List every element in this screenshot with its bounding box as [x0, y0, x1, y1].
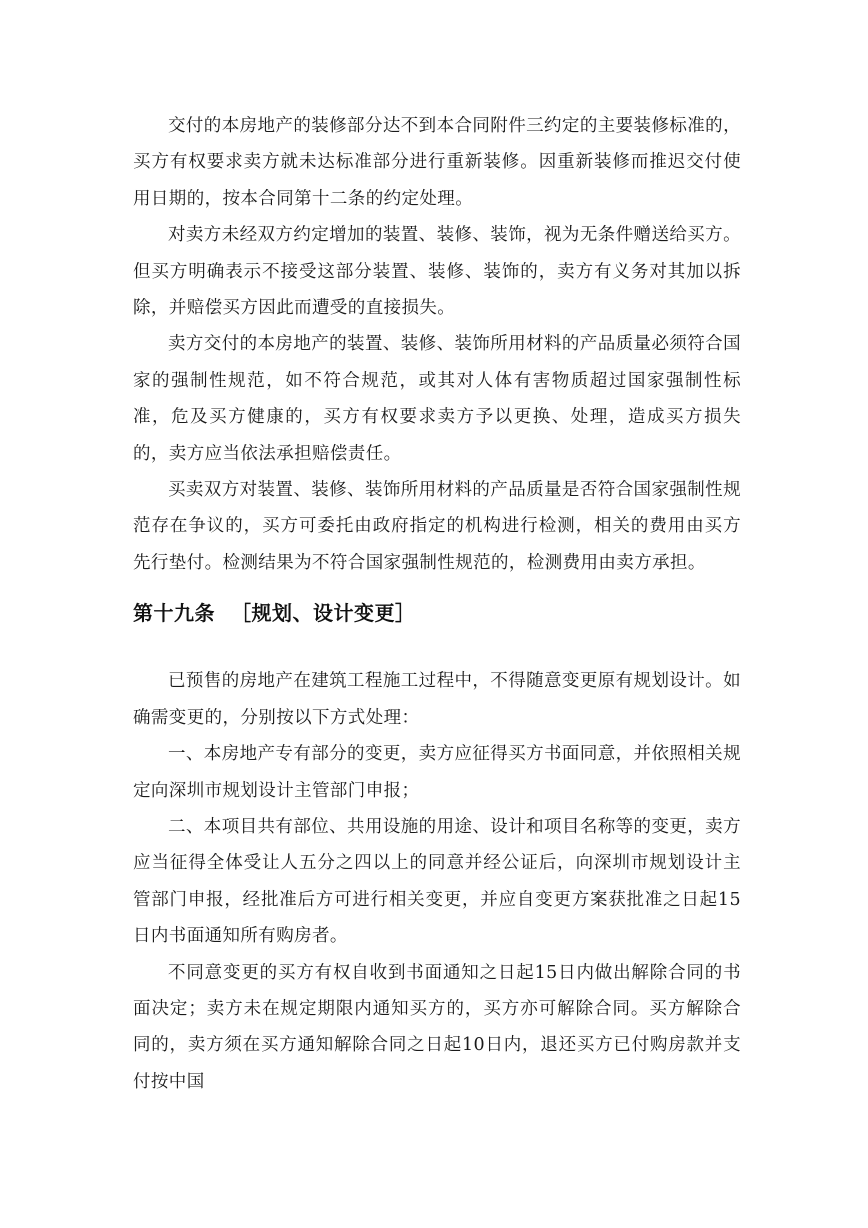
paragraph-contract-termination: 不同意变更的买方有权自收到书面通知之日起15日内做出解除合同的书面决定；卖方未在规定期限内通知买方的，买方亦可解除合同。买方解除合同的，卖方须在买方通知解除合同之日起10日内，退还买方已付购房款并支付按中国 [133, 962, 741, 1092]
section-title: ［规划、设计变更］ [231, 601, 416, 626]
paragraph-quality-dispute: 买卖双方对装置、装修、装饰所用材料的产品质量是否符合国家强制性规范存在争议的，买方可委托由政府指定的机构进行检测，相关的费用由买方先行垫付。检测结果为不符合国家强制性规范的，检测费用由卖方承担。 [133, 480, 741, 573]
section-number: 第十九条 [133, 601, 215, 626]
paragraph-material-quality: 卖方交付的本房地产的装置、装修、装饰所用材料的产品质量必须符合国家的强制性规范，如不符合规范，或其对人体有害物质超过国家强制性标准，危及买方健康的，买方有权要求卖方予以更换、处理，造成买方损失的，卖方应当依法承担赔偿责任。 [133, 334, 741, 464]
paragraph-common-part-change: 二、本项目共有部位、共用设施的用途、设计和项目名称等的变更，卖方应当征得全体受让人五分之四以上的同意并经公证后，向深圳市规划设计主管部门申报，经批准后方可进行相关变更，并应自变更方案获批准之日起15日内书面通知所有购房者。 [133, 816, 741, 947]
paragraph-decoration-standard: 交付的本房地产的装修部分达不到本合同附件三约定的主要装修标准的，买方有权要求卖方就未达标准部分进行重新装修。因重新装修而推迟交付使用日期的，按本合同第十二条的约定处理。 [133, 116, 741, 209]
document-body [133, 108, 741, 1100]
paragraph-design-change-intro: 已预售的房地产在建筑工程施工过程中，不得随意变更原有规划设计。如确需变更的，分别按以下方式处理： [133, 671, 741, 728]
paragraph-extra-decoration: 对卖方未经双方约定增加的装置、装修、装饰，视为无条件赠送给买方。但买方明确表示不接受这部分装置、装修、装饰的，卖方有义务对其加以拆除，并赔偿买方因此而遭受的直接损失。 [133, 225, 741, 319]
paragraph-exclusive-part-change: 一、本房地产专有部分的变更，卖方应征得买方书面同意，并依照相关规定向深圳市规划设计主管部门申报； [133, 744, 741, 801]
section-heading [133, 595, 741, 631]
